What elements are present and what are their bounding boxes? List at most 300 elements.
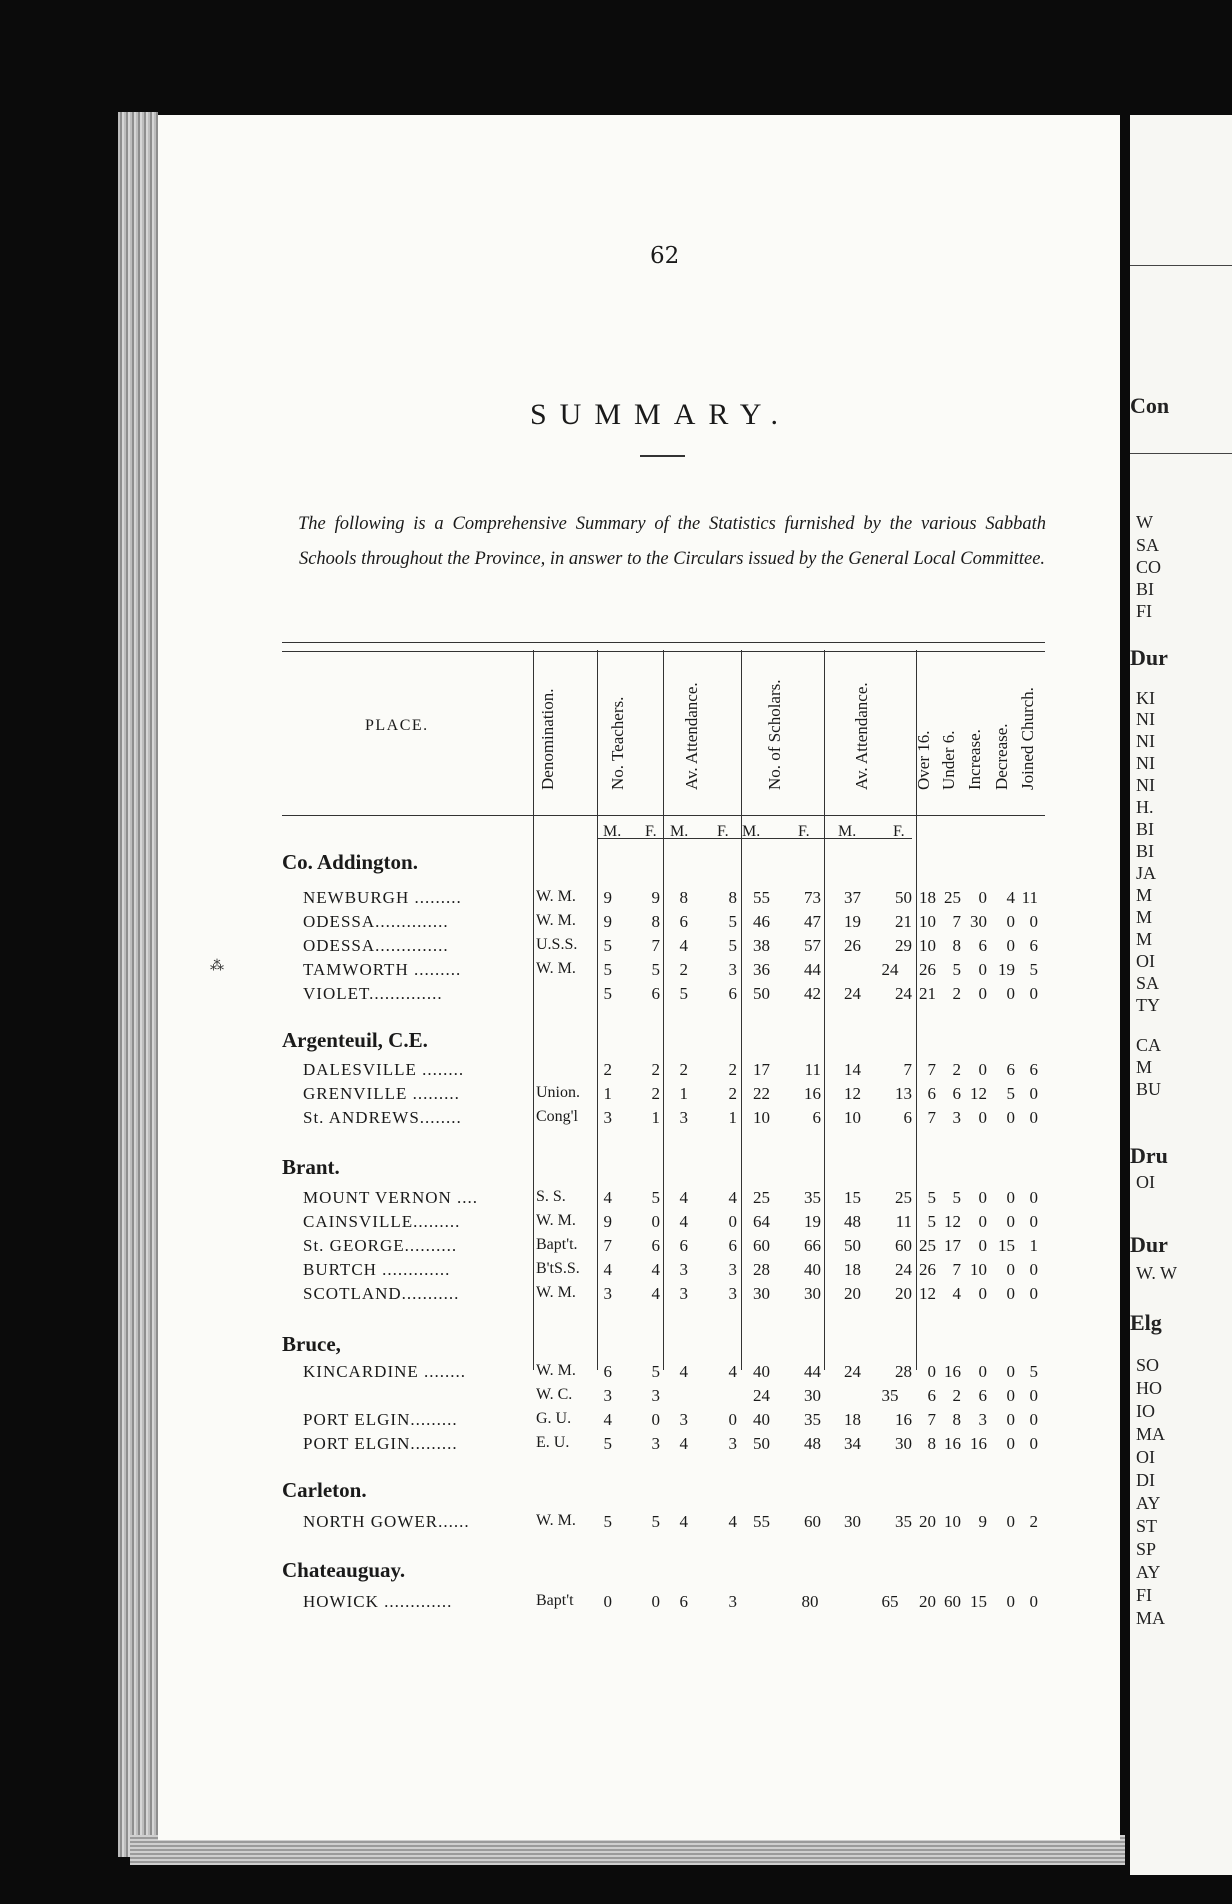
facing-page-text: DI xyxy=(1136,1470,1155,1490)
cell-sa-m: 24 xyxy=(844,1362,861,1381)
cell-a-m: 4 xyxy=(679,1512,688,1531)
facing-page-text: CO xyxy=(1136,557,1162,577)
cell-t-f: 1 xyxy=(651,1108,660,1127)
sex-label: M. xyxy=(838,823,857,840)
cell-sa-f: 6 xyxy=(903,1108,912,1127)
cell-joined: 11 xyxy=(1021,888,1038,907)
cell-s-m: 36 xyxy=(753,960,770,979)
cell-s-m: 55 xyxy=(753,1512,770,1531)
cell-a-f: 4 xyxy=(728,1362,737,1381)
facing-page-text: W. W xyxy=(1136,1263,1178,1283)
cell-t-f: 3 xyxy=(651,1434,660,1453)
cell-joined: 0 xyxy=(1029,1592,1038,1611)
cell-sa-m: 37 xyxy=(844,888,861,907)
column-header-label: Av. Attendance. xyxy=(852,682,871,790)
cell-dec: 0 xyxy=(1006,1592,1015,1611)
cell-inc: 0 xyxy=(978,960,987,979)
cell-under6: 3 xyxy=(952,1108,961,1127)
facing-page-text: SO xyxy=(1136,1355,1160,1375)
denomination: U.S.S. xyxy=(536,936,578,953)
denomination: Bapt't xyxy=(536,1592,574,1609)
cell-inc: 0 xyxy=(978,1108,987,1127)
cell-a-f: 4 xyxy=(728,1512,737,1531)
cell-dec: 15 xyxy=(998,1236,1015,1255)
cell-a-m: 5 xyxy=(679,984,688,1003)
table-row xyxy=(0,936,1232,960)
cell-sa-m: 48 xyxy=(844,1212,861,1231)
cell-sa-m: 15 xyxy=(844,1188,861,1207)
cell-t-m: 9 xyxy=(603,888,612,907)
denomination: G. U. xyxy=(536,1410,572,1427)
cell-joined: 1 xyxy=(1029,1236,1038,1255)
facing-page-text: Dru xyxy=(1130,1143,1168,1168)
table-row xyxy=(0,1188,1232,1212)
cell-over16: 8 xyxy=(927,1434,936,1453)
facing-page-text: Con xyxy=(1130,393,1170,418)
cell-a-m: 4 xyxy=(679,1362,688,1381)
table-row xyxy=(0,984,1232,1008)
place-name: VIOLET.............. xyxy=(303,984,443,1003)
page-title: SUMMARY. xyxy=(530,398,792,431)
place-name: SCOTLAND........... xyxy=(303,1284,460,1303)
cell-s-f: 44 xyxy=(804,960,821,979)
facing-page-text: SA xyxy=(1136,535,1160,555)
facing-page-text: M xyxy=(1136,885,1153,905)
sex-label: F. xyxy=(893,823,905,840)
facing-page-text: M xyxy=(1136,907,1153,927)
facing-page-rule xyxy=(1130,265,1232,266)
cell-under6: 25 xyxy=(944,888,961,907)
cell-dec: 5 xyxy=(1006,1084,1015,1103)
cell-sa-f: 30 xyxy=(895,1434,912,1453)
cell-joined: 0 xyxy=(1029,1188,1038,1207)
cell-under6: 16 xyxy=(944,1434,961,1453)
cell-under6: 2 xyxy=(952,1060,961,1079)
cell-sa-m: 18 xyxy=(844,1410,861,1429)
cell-t-m: 5 xyxy=(603,984,612,1003)
place-name: DALESVILLE ........ xyxy=(303,1060,465,1079)
cell-under6: 8 xyxy=(952,1410,961,1429)
cell-over16: 6 xyxy=(927,1386,936,1405)
section-heading: Carleton. xyxy=(282,1478,367,1502)
section-heading: Bruce, xyxy=(282,1332,341,1356)
facing-page-text: NI xyxy=(1136,775,1155,795)
cell-t-m: 9 xyxy=(603,1212,612,1231)
facing-page-text: CA xyxy=(1136,1035,1162,1055)
cell-over16: 26 xyxy=(919,960,936,979)
cell-under6: 7 xyxy=(952,1260,961,1279)
denomination: B'tS.S. xyxy=(536,1260,580,1277)
cell-sa-f: 60 xyxy=(895,1236,912,1255)
facing-page-text: OI xyxy=(1136,1447,1155,1467)
place-name: St. ANDREWS........ xyxy=(303,1108,462,1127)
table-row xyxy=(0,1060,1232,1084)
cell-t-m: 5 xyxy=(603,1512,612,1531)
cell-under6: 2 xyxy=(952,1386,961,1405)
cell-t-m: 4 xyxy=(603,1260,612,1279)
cell-inc: 0 xyxy=(978,1362,987,1381)
cell-inc: 30 xyxy=(970,912,987,931)
place-name: NEWBURGH ......... xyxy=(303,888,462,907)
table-row xyxy=(0,1362,1232,1386)
cell-over16: 18 xyxy=(919,888,936,907)
section-heading: Argenteuil, C.E. xyxy=(282,1028,428,1052)
facing-page-text: IO xyxy=(1136,1401,1155,1421)
cell-under6: 60 xyxy=(944,1592,961,1611)
cell-s-m: 50 xyxy=(753,984,770,1003)
cell-s-f: 19 xyxy=(804,1212,821,1231)
cell-joined: 6 xyxy=(1029,936,1038,955)
cell-a-m: 2 xyxy=(679,960,688,979)
cell-a-m: 6 xyxy=(679,912,688,931)
cell-joined: 0 xyxy=(1029,1260,1038,1279)
cell-over16: 25 xyxy=(919,1236,936,1255)
column-header xyxy=(677,650,707,810)
facing-page-text: HO xyxy=(1136,1378,1162,1398)
cell-t-f: 3 xyxy=(651,1386,660,1405)
cell-joined: 0 xyxy=(1029,912,1038,931)
facing-page-text: M xyxy=(1136,1057,1153,1077)
cell-t-m: 3 xyxy=(603,1108,612,1127)
cell-dec: 0 xyxy=(1006,1108,1015,1127)
table-row xyxy=(0,1410,1232,1434)
cell-t-f: 5 xyxy=(651,1362,660,1381)
sex-label: M. xyxy=(742,823,761,840)
cell-s-m: 22 xyxy=(753,1084,770,1103)
column-header-label: Av. Attendance. xyxy=(682,682,701,790)
cell-t-m: 5 xyxy=(603,936,612,955)
table-row xyxy=(0,1284,1232,1308)
cell-s-f: 16 xyxy=(804,1084,821,1103)
column-header-label: Denomination. xyxy=(538,688,557,790)
cell-dec: 4 xyxy=(1006,888,1015,907)
cell-a-f: 2 xyxy=(728,1084,737,1103)
cell-over16: 10 xyxy=(919,936,936,955)
cell-inc: 6 xyxy=(978,1386,987,1405)
denomination: Cong'l xyxy=(536,1108,578,1125)
table-rule xyxy=(282,642,1045,643)
cell-sa-f: 24 xyxy=(895,984,912,1003)
cell-inc: 10 xyxy=(970,1260,987,1279)
section-heading: Chateauguay. xyxy=(282,1558,406,1582)
page-number: 62 xyxy=(650,243,680,269)
cell-sa-m: 14 xyxy=(844,1060,861,1079)
cell-s-f: 6 xyxy=(812,1108,821,1127)
cell-s-f: 48 xyxy=(804,1434,821,1453)
cell-inc: 16 xyxy=(970,1434,987,1453)
facing-page-text: M xyxy=(1136,929,1153,949)
cell-t-f: 0 xyxy=(651,1410,660,1429)
cell-sa-f: 35 xyxy=(895,1512,912,1531)
sex-label: F. xyxy=(645,823,657,840)
cell-sa-f: 11 xyxy=(895,1212,912,1231)
cell-inc: 0 xyxy=(978,888,987,907)
cell-a-f: 2 xyxy=(728,1060,737,1079)
table-row xyxy=(0,1592,1232,1616)
column-header xyxy=(847,650,877,810)
cell-t-m: 4 xyxy=(603,1410,612,1429)
cell-a-m: 3 xyxy=(679,1260,688,1279)
sex-label: M. xyxy=(603,823,622,840)
cell-joined: 2 xyxy=(1029,1512,1038,1531)
column-header-label: Decrease. xyxy=(992,723,1011,790)
cell-s-f: 42 xyxy=(804,984,821,1003)
cell-dec: 0 xyxy=(1006,936,1015,955)
cell-over16: 7 xyxy=(927,1108,936,1127)
table-row xyxy=(0,1512,1232,1536)
facing-page-text: OI xyxy=(1136,1172,1155,1192)
cell-s-f: 57 xyxy=(804,936,821,955)
cell-t-f: 0 xyxy=(651,1592,660,1611)
facing-page-text: NI xyxy=(1136,731,1155,751)
title-rule xyxy=(640,455,685,457)
cell-a-f: 4 xyxy=(728,1188,737,1207)
cell-t-m: 3 xyxy=(603,1284,612,1303)
cell-over16: 5 xyxy=(927,1212,936,1231)
cell-under6: 7 xyxy=(952,912,961,931)
cell-dec: 19 xyxy=(998,960,1015,979)
column-header xyxy=(760,650,790,810)
cell-under6: 12 xyxy=(944,1212,961,1231)
column-header-label: No. Teachers. xyxy=(608,696,627,790)
facing-page-text: BI xyxy=(1136,819,1154,839)
cell-joined: 0 xyxy=(1029,1386,1038,1405)
intro-paragraph: The following is a Comprehensive Summary of the Statistics furnished by the various Sabbath Schools throughout the Province, in answer to the Circulars issued by the General Local Committee. xyxy=(298,514,1046,569)
cell-t-m: 5 xyxy=(603,1434,612,1453)
cell-a-f: 3 xyxy=(728,960,737,979)
facing-page-text: Dur xyxy=(1130,645,1168,670)
cell-t-m: 4 xyxy=(603,1188,612,1207)
cell-t-m: 6 xyxy=(603,1362,612,1381)
cell-dec: 0 xyxy=(1006,1410,1015,1429)
cell-sa-m: 12 xyxy=(844,1084,861,1103)
table-row xyxy=(0,1212,1232,1236)
cell-joined: 0 xyxy=(1029,1284,1038,1303)
denomination: W. M. xyxy=(536,1512,576,1529)
column-header-label: Over 16. xyxy=(914,730,933,790)
cell-s-f: 44 xyxy=(804,1362,821,1381)
cell-dec: 0 xyxy=(1006,1362,1015,1381)
denomination: Bapt't. xyxy=(536,1236,578,1253)
cell-a-f: 3 xyxy=(728,1284,737,1303)
cell-t-f: 2 xyxy=(651,1060,660,1079)
cell-inc: 9 xyxy=(978,1512,987,1531)
cell-a-f: 0 xyxy=(728,1410,737,1429)
facing-page-text: BI xyxy=(1136,579,1154,599)
cell-dec: 0 xyxy=(1006,984,1015,1003)
cell-t-f: 6 xyxy=(651,1236,660,1255)
facing-page-text: MA xyxy=(1136,1424,1166,1444)
cell-joined: 0 xyxy=(1029,1410,1038,1429)
denomination: Union. xyxy=(536,1084,580,1101)
cell-t-f: 5 xyxy=(651,1512,660,1531)
cell-a-m: 4 xyxy=(679,1188,688,1207)
cell-sa-m: 18 xyxy=(844,1260,861,1279)
place-name: PORT ELGIN......... xyxy=(303,1410,458,1429)
cell-joined: 0 xyxy=(1029,984,1038,1003)
column-header-label: Under 6. xyxy=(939,730,958,790)
cell-under6: 2 xyxy=(952,984,961,1003)
cell-joined: 0 xyxy=(1029,1212,1038,1231)
cell-a-f: 3 xyxy=(728,1434,737,1453)
facing-page-text: FI xyxy=(1136,1585,1153,1605)
cell-sa-f: 29 xyxy=(895,936,912,955)
cell-dec: 6 xyxy=(1006,1060,1015,1079)
facing-page-rule xyxy=(1130,453,1232,454)
cell-under6: 6 xyxy=(952,1084,961,1103)
place-name: KINCARDINE ........ xyxy=(303,1362,467,1381)
cell-t-f: 4 xyxy=(651,1260,660,1279)
cell-a-f: 5 xyxy=(728,912,737,931)
column-header-label: Increase. xyxy=(965,729,984,790)
denomination: W. M. xyxy=(536,960,576,977)
facing-page-text: H. xyxy=(1136,797,1154,817)
cell-t-m: 3 xyxy=(603,1386,612,1405)
cell-under6: 10 xyxy=(944,1512,961,1531)
facing-page-text: JA xyxy=(1136,863,1157,883)
cell-s-m: 46 xyxy=(753,912,770,931)
place-name: GRENVILLE ......... xyxy=(303,1084,460,1103)
cell-s-m: 60 xyxy=(753,1236,770,1255)
place-name: St. GEORGE.......... xyxy=(303,1236,458,1255)
cell-a-f: 3 xyxy=(728,1260,737,1279)
cell-under6: 17 xyxy=(944,1236,961,1255)
cell-joined: 6 xyxy=(1029,1060,1038,1079)
facing-page-text: Dur xyxy=(1130,1232,1168,1257)
place-name: NORTH GOWER...... xyxy=(303,1512,470,1531)
cell-s-m: 17 xyxy=(753,1060,770,1079)
cell-sa-f: 25 xyxy=(895,1188,912,1207)
cell-dec: 0 xyxy=(1006,1386,1015,1405)
facing-page-text: FI xyxy=(1136,601,1153,621)
cell-inc: 0 xyxy=(978,1236,987,1255)
denomination: W. M. xyxy=(536,912,576,929)
table-row xyxy=(0,1084,1232,1108)
table-row xyxy=(0,912,1232,936)
place-name: HOWICK ............. xyxy=(303,1592,453,1611)
denomination: S. S. xyxy=(536,1188,566,1205)
cell-s-f: 35 xyxy=(804,1410,821,1429)
cell-over16: 0 xyxy=(927,1362,936,1381)
facing-page-text: NI xyxy=(1136,753,1155,773)
cell-sa-f: 20 xyxy=(895,1284,912,1303)
facing-page-text: SP xyxy=(1136,1539,1157,1559)
cell-s-m: 30 xyxy=(753,1284,770,1303)
cell-dec: 0 xyxy=(1006,1284,1015,1303)
cell-sa-f: 28 xyxy=(895,1362,912,1381)
cell-s-f: 47 xyxy=(804,912,821,931)
cell-s-f: 60 xyxy=(804,1512,821,1531)
cell-inc: 3 xyxy=(978,1410,987,1429)
cell-joined: 0 xyxy=(1029,1434,1038,1453)
cell-s-m: 64 xyxy=(753,1212,770,1231)
column-header xyxy=(603,650,633,810)
cell-t-m: 9 xyxy=(603,912,612,931)
denomination: W. C. xyxy=(536,1386,573,1403)
cell-over16: 20 xyxy=(919,1512,936,1531)
denomination: W. M. xyxy=(536,1212,576,1229)
cell-t-f: 5 xyxy=(651,960,660,979)
cell-a-f: 3 xyxy=(728,1592,737,1611)
table-row xyxy=(0,888,1232,912)
margin-mark: ⁂ xyxy=(210,958,224,974)
cell-over16: 21 xyxy=(919,984,936,1003)
facing-page-text: NI xyxy=(1136,709,1155,729)
cell-s-f: 73 xyxy=(804,888,821,907)
facing-page-text: SA xyxy=(1136,973,1160,993)
cell-over16: 12 xyxy=(919,1284,936,1303)
cell-a-m: 3 xyxy=(679,1108,688,1127)
cell-joined: 5 xyxy=(1029,1362,1038,1381)
place-name: BURTCH ............. xyxy=(303,1260,451,1279)
sex-label: M. xyxy=(670,823,689,840)
cell-under6: 5 xyxy=(952,960,961,979)
cell-t-f: 4 xyxy=(651,1284,660,1303)
cell-t-m: 2 xyxy=(603,1060,612,1079)
cell-s-m: 38 xyxy=(753,936,770,955)
cell-a-m: 6 xyxy=(679,1592,688,1611)
cell-a-m: 2 xyxy=(679,1060,688,1079)
cell-dec: 0 xyxy=(1006,1188,1015,1207)
cell-a-m: 3 xyxy=(679,1284,688,1303)
cell-s-f: 11 xyxy=(804,1060,821,1079)
cell-sa-f: 16 xyxy=(895,1410,912,1429)
cell-inc: 0 xyxy=(978,1060,987,1079)
facing-page-text: KI xyxy=(1136,688,1155,708)
facing-page-text: AY xyxy=(1136,1562,1161,1582)
sex-label: F. xyxy=(717,823,729,840)
cell-sa-f: 13 xyxy=(895,1084,912,1103)
section-heading: Brant. xyxy=(282,1155,340,1179)
cell-dec: 0 xyxy=(1006,1212,1015,1231)
facing-page-text: AY xyxy=(1136,1493,1161,1513)
denomination: E. U. xyxy=(536,1434,570,1451)
cell-a-f: 5 xyxy=(728,936,737,955)
cell-s-m: 10 xyxy=(753,1108,770,1127)
cell-s-all: 80 xyxy=(801,1592,819,1611)
denomination: W. M. xyxy=(536,888,576,905)
column-header xyxy=(960,650,990,810)
table-row xyxy=(0,1236,1232,1260)
cell-over16: 20 xyxy=(919,1592,936,1611)
cell-inc: 12 xyxy=(970,1084,987,1103)
cell-joined: 0 xyxy=(1029,1108,1038,1127)
column-header xyxy=(1013,650,1043,810)
facing-page-text: W xyxy=(1136,512,1153,532)
cell-s-f: 35 xyxy=(804,1188,821,1207)
cell-t-f: 2 xyxy=(651,1084,660,1103)
cell-sa-m: 30 xyxy=(844,1512,861,1531)
cell-inc: 0 xyxy=(978,984,987,1003)
table-row xyxy=(0,1108,1232,1132)
cell-s-m: 25 xyxy=(753,1188,770,1207)
cell-sa-f: 21 xyxy=(895,912,912,931)
cell-a-m: 4 xyxy=(679,936,688,955)
facing-page-text: BU xyxy=(1136,1079,1162,1099)
cell-t-f: 5 xyxy=(651,1188,660,1207)
cell-s-m: 24 xyxy=(753,1386,770,1405)
place-name: CAINSVILLE......... xyxy=(303,1212,461,1231)
cell-inc: 0 xyxy=(978,1284,987,1303)
cell-s-f: 30 xyxy=(804,1386,821,1405)
table-row xyxy=(0,960,1232,984)
cell-a-m: 4 xyxy=(679,1434,688,1453)
cell-sa-all: 35 xyxy=(881,1386,899,1405)
cell-a-f: 0 xyxy=(728,1212,737,1231)
cell-a-f: 8 xyxy=(728,888,737,907)
table-row xyxy=(0,1434,1232,1458)
cell-over16: 5 xyxy=(927,1188,936,1207)
